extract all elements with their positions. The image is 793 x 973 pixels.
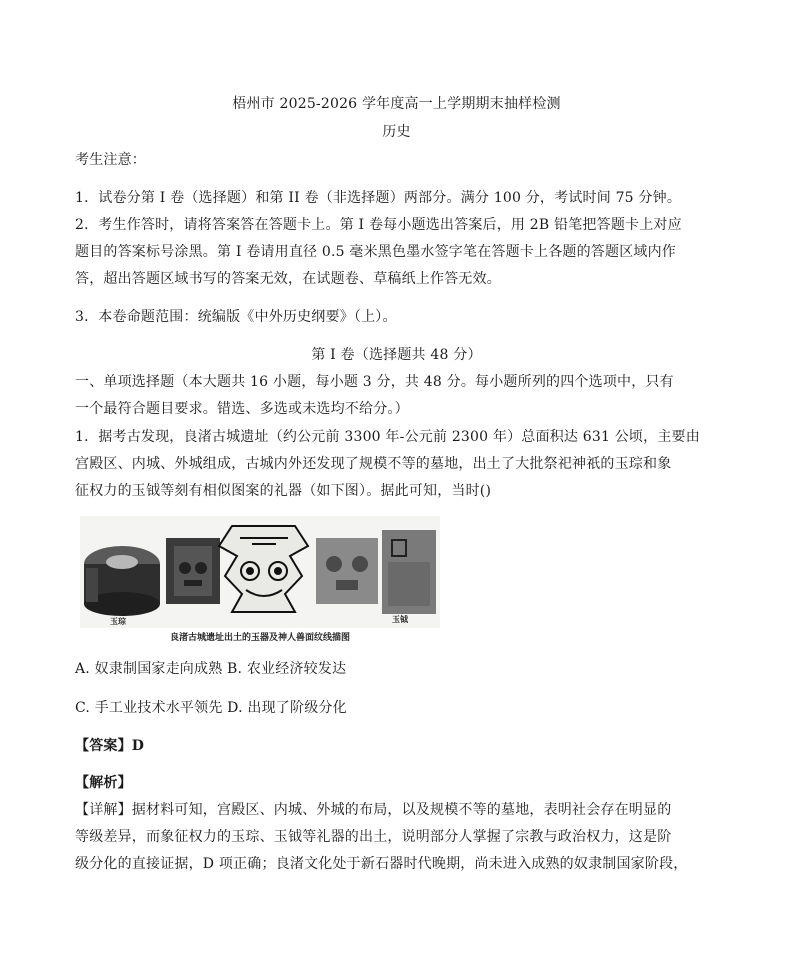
section-title: 第 I 卷（选择题共 48 分） xyxy=(311,347,482,363)
carved-block-image xyxy=(166,538,220,604)
analysis-line: 级分化的直接证据，D 项正确；良渚文化处于新石器时代晚期，尚未进入成熟的奴隶制国家阶段， xyxy=(75,856,688,872)
analysis-heading: 【解析】 xyxy=(75,775,132,791)
analysis-line: 等级差异，而象征权力的玉琮、玉钺等礼器的出土，说明部分人掌握了宗教与政治权力，这是阶 xyxy=(75,829,672,845)
subject-title: 历史 xyxy=(382,124,411,140)
notice-item-2-line: 2．考生作答时，请将答案答在答题卡上。第 I 卷每小题选出答案后，用 2B 铅笔把答题卡上对应 xyxy=(75,217,682,233)
notice-item-1: 1．试卷分第 I 卷（选择题）和第 II 卷（非选择题）两部分。满分 100 分，考试时间 75 分钟。 xyxy=(75,190,682,206)
notice-heading: 考生注意： xyxy=(75,152,146,168)
options-cd: C. 手工业技术水平领先 D. 出现了阶级分化 xyxy=(75,700,347,716)
carved-panel-image xyxy=(316,538,378,604)
question-1-line: 宫殿区、内城、外城组成，古城内外还发现了规模不等的墓地，出土了大批祭祀神祇的玉琮和象 xyxy=(75,456,672,472)
figure-label-yue: 玉钺 xyxy=(392,614,408,624)
notice-item-3: 3．本卷命题范围：统编版《中外历史纲要》（上）。 xyxy=(75,309,397,325)
part-one-instruction-line: 一个最符合题目要求。错选、多选或未选均不给分。） xyxy=(75,401,409,417)
notice-item-2-line: 题目的答案标号涂黑。第 I 卷请用直径 0.5 毫米黑色墨水签字笔在答题卡上各题的答题区域内作 xyxy=(75,244,676,260)
answer-label: 【答案】D xyxy=(75,738,145,754)
artifact-illustration xyxy=(80,516,440,628)
question-1-line: 征权力的玉钺等刻有相似图案的礼器（如下图）。据此可知，当时() xyxy=(75,483,492,499)
figure-label-cong: 玉琮 xyxy=(110,616,126,626)
exam-title: 梧州市 2025-2026 学年度高一上学期期末抽样检测 xyxy=(232,96,561,112)
figure-caption: 良渚古城遗址出土的玉器及神人兽面纹线描图 xyxy=(169,633,350,643)
analysis-line: 【详解】据材料可知，宫殿区、内城、外城的布局，以及规模不等的墓地，表明社会存在明显的 xyxy=(75,802,672,818)
question-1-line: 1．据考古发现，良渚古城遗址（约公元前 3300 年-公元前 2300 年）总面积达 631 公顷，主要由 xyxy=(75,429,700,445)
jade-yue-image xyxy=(382,530,436,614)
options-ab: A. 奴隶制国家走向成熟 B. 农业经济较发达 xyxy=(75,661,347,677)
notice-item-2-line: 答，超出答题区域书写的答案无效，在试题卷、草稿纸上作答无效。 xyxy=(75,271,501,287)
part-one-instruction-line: 一、单项选择题（本大题共 16 小题，每小题 3 分，共 48 分。每小题所列的四个选项中，只有 xyxy=(75,374,674,390)
artifact-figure xyxy=(80,516,440,644)
jade-cong-image xyxy=(84,546,160,616)
